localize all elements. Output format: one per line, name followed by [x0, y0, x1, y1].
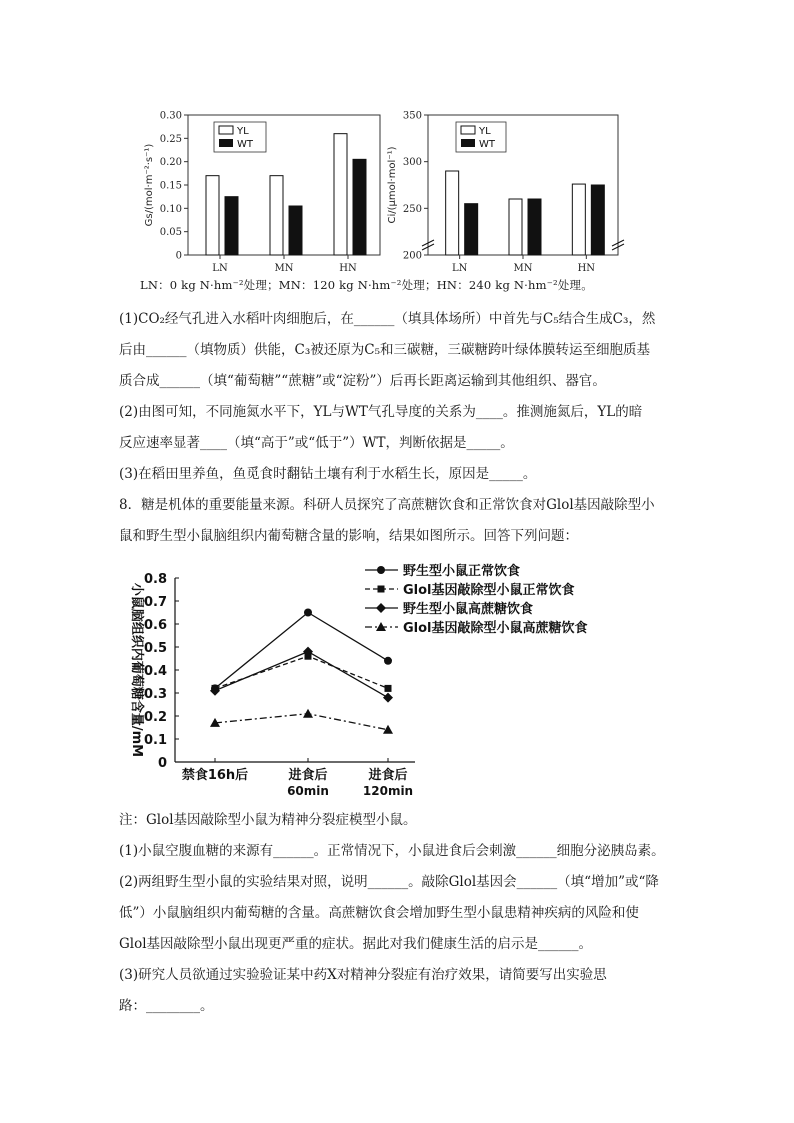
lc-xtick-label: 进食后	[368, 768, 408, 783]
q7-part1-line3: 质合成______（填“葡萄糖”“蔗糖”或“淀粉”）后再长距离运输到其他组织、器官。	[119, 373, 606, 389]
lc-y-axis-label: 小鼠脑组织内葡萄糖含量/mM	[129, 582, 144, 758]
q8-intro-line2: 鼠和野生型小鼠脑组织内葡萄糖含量的影响，结果如图所示。回答下列问题：	[119, 528, 578, 544]
gs-bar-chart	[140, 105, 390, 275]
gs-xtick-label: HN	[339, 263, 357, 274]
ci-ytick-label: 300	[402, 157, 422, 169]
lc-xtick-label: 60min	[287, 784, 329, 798]
gs-bar-wt-mn	[289, 206, 302, 255]
lc-ytick-label: 0.2	[143, 710, 167, 725]
ci-legend-label-yl: YL	[479, 126, 491, 137]
ci-legend-swatch-yl	[461, 126, 475, 134]
gs-ytick-label: 0.30	[159, 110, 182, 122]
q8-intro-line1: 8．糖是机体的重要能量来源。科研人员探究了高蔗糖饮食和正常饮食对Glol基因敲除型小	[119, 497, 655, 513]
lc-xtick-label: 禁食16h后	[181, 768, 249, 783]
q8-part2-line2: 低”）小鼠脑组织内葡萄糖的含量。高蔗糖饮食会增加野生型小鼠患精神疾病的风险和使	[119, 905, 639, 921]
gs-xtick-label: MN	[274, 263, 294, 274]
q8-part1: (1)小鼠空腹血糖的来源有______。正常情况下，小鼠进食后会刺激______细胞分泌胰岛素。	[119, 843, 665, 859]
q8-part3-line1: (3)研究人员欲通过实验验证某中药X对精神分裂症有治疗效果，请简要写出实验思	[119, 967, 607, 983]
lc-point-series2-3	[385, 685, 392, 692]
lc-ytick-label: 0	[157, 756, 167, 771]
ci-ytick-label: 250	[402, 203, 422, 215]
q8-part2-line1: (2)两组野生型小鼠的实验结果对照，说明______。敲除Glol基因会______（填“增加”或“降	[119, 874, 659, 890]
ci-y-axis-label: Ci/(μmol·mol⁻¹)	[387, 146, 398, 224]
q8-note: 注：Glol基因敲除型小鼠为精神分裂症模型小鼠。	[119, 812, 417, 828]
gs-ytick-label: 0	[175, 250, 182, 262]
lc-ytick-label: 0.8	[143, 572, 167, 587]
gs-bar-yl-ln	[206, 176, 219, 255]
gs-ytick-label: 0.05	[159, 227, 182, 239]
ci-bar-yl-ln	[446, 171, 459, 255]
ci-xtick-label: LN	[451, 263, 468, 274]
q7-part1-line1: (1)CO₂经气孔进入水稻叶肉细胞后，在______（填具体场所）中首先与C₅结合生成C₃，然	[119, 311, 656, 327]
gs-bar-yl-hn	[334, 134, 347, 255]
ci-legend-swatch-wt	[461, 139, 475, 147]
ci-legend-label-wt: WT	[479, 139, 495, 150]
ci-bar-chart	[385, 105, 630, 275]
lc-ytick-label: 0.7	[143, 595, 167, 610]
ci-bar-yl-hn	[572, 184, 585, 255]
ci-bar-wt-mn	[528, 199, 541, 255]
gs-legend-swatch-yl	[219, 126, 233, 134]
q8-block	[119, 805, 679, 1022]
lc-series-line-2	[215, 656, 388, 688]
q7-part2-line2: 反应速率显著____（填“高于”或“低于”）WT，判断依据是_____。	[119, 435, 514, 451]
gs-bar-yl-mn	[270, 176, 283, 255]
figure-note: LN：0 kg N·hm⁻²处理；MN：120 kg N·hm⁻²处理；HN：240 kg N·hm⁻²处理。	[140, 278, 593, 292]
ci-ytick-label: 200	[402, 250, 422, 262]
lc-point-series3-3	[383, 693, 393, 703]
lc-series-line-1	[215, 613, 388, 689]
gs-xtick-label: LN	[212, 263, 228, 274]
lc-point-series4-2	[303, 709, 313, 718]
lc-ytick-label: 0.3	[143, 687, 167, 702]
q7-part3: (3)在稻田里养鱼，鱼觅食时翻钻土壤有利于水稻生长，原因是_____。	[119, 466, 537, 482]
ci-bar-wt-hn	[591, 185, 604, 255]
q7-block	[119, 304, 679, 552]
gs-legend-swatch-wt	[219, 139, 233, 147]
lc-ytick-label: 0.1	[143, 733, 167, 748]
lc-legend-label-1: 野生型小鼠正常饮食	[403, 564, 521, 579]
lc-legend-marker-1	[377, 566, 385, 574]
lc-series-line-4	[215, 714, 388, 730]
gs-legend-label-yl: YL	[237, 126, 249, 137]
gs-ytick-label: 0.25	[159, 133, 182, 145]
ci-bar-wt-ln	[465, 204, 478, 255]
q7-part1-line2: 后由______（填物质）供能，C₃被还原为C₅和三碳糖，三碳糖跨叶绿体膜转运至细胞质基	[119, 342, 650, 358]
q7-part2-line1: (2)由图可知，不同施氮水平下，YL与WT气孔导度的关系为____。推测施氮后，YL的暗	[119, 404, 643, 420]
lc-point-series1-3	[384, 657, 392, 665]
lc-point-series1-2	[304, 609, 312, 617]
gs-ytick-label: 0.20	[159, 157, 182, 169]
lc-legend-label-2: Glol基因敲除型小鼠正常饮食	[403, 583, 575, 598]
gs-bar-wt-ln	[225, 197, 238, 255]
q8-part2-line3: Glol基因敲除型小鼠出现更严重的症状。据此对我们健康生活的启示是______。	[119, 936, 593, 952]
lc-ytick-label: 0.4	[143, 664, 167, 679]
lc-ytick-label: 0.5	[143, 641, 167, 656]
ci-ytick-label: 350	[402, 110, 422, 122]
lc-legend-marker-3	[376, 603, 386, 613]
gs-y-axis-label: Gs/(mol·m⁻²·s⁻¹)	[144, 143, 155, 227]
gs-ytick-label: 0.15	[159, 180, 182, 192]
ci-bar-yl-mn	[509, 199, 522, 255]
lc-legend-label-4: Glol基因敲除型小鼠高蔗糖饮食	[403, 621, 588, 636]
gs-legend-label-wt: WT	[237, 139, 253, 150]
lc-legend-marker-2	[378, 586, 385, 593]
lc-ytick-label: 0.6	[143, 618, 167, 633]
lc-xtick-label: 120min	[362, 784, 414, 798]
q8-part3-line2: 路：________。	[119, 998, 214, 1014]
gs-ytick-label: 0.10	[159, 203, 182, 215]
ci-xtick-label: HN	[577, 263, 596, 274]
glucose-line-chart	[115, 560, 625, 800]
lc-legend-label-3: 野生型小鼠高蔗糖饮食	[403, 602, 534, 617]
lc-xtick-label: 进食后	[288, 768, 328, 783]
gs-bar-wt-hn	[353, 159, 366, 255]
ci-xtick-label: MN	[513, 263, 533, 274]
